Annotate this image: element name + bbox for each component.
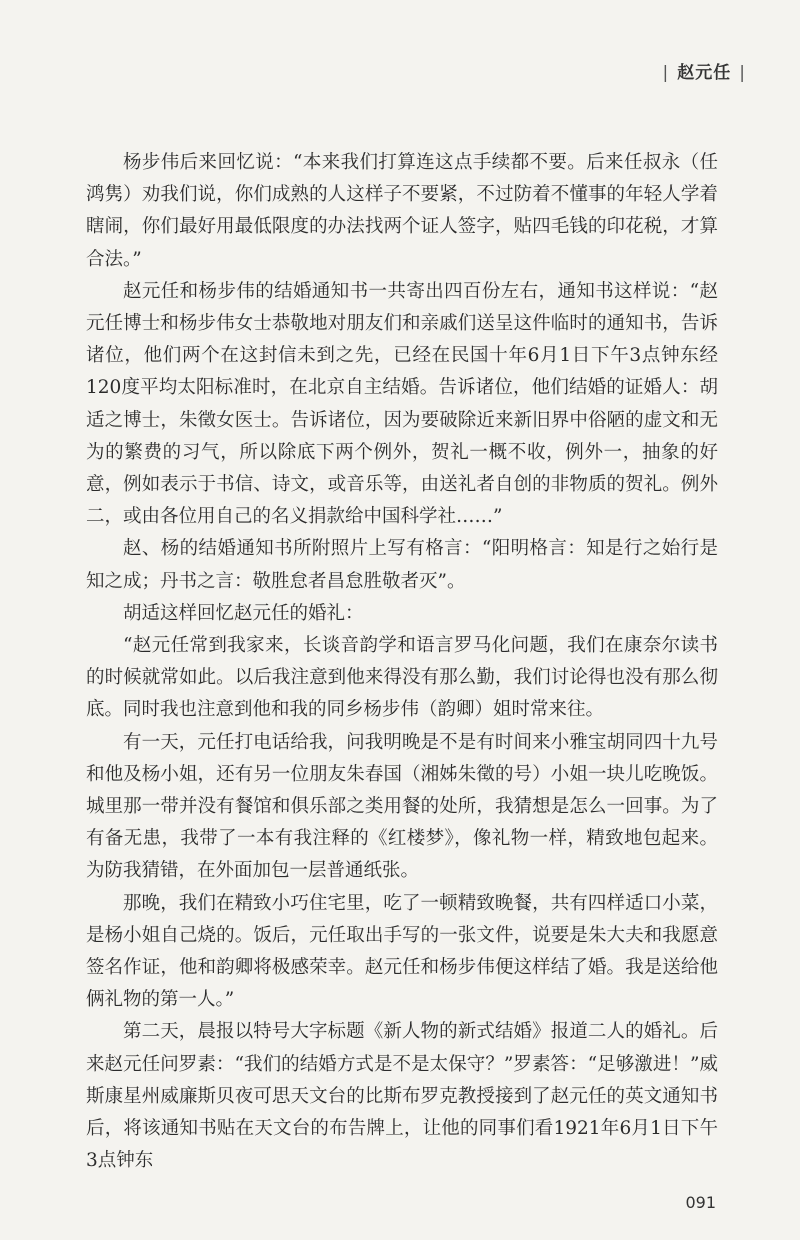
page-number: 091 xyxy=(685,1193,716,1212)
paragraph: 有一天，元任打电话给我，问我明晚是不是有时间来小雅宝胡同四十九号和他及杨小姐，还有另一位朋友朱春国（湘姊朱徵的号）小姐一块儿吃晚饭。城里那一带并没有餐馆和俱乐部之类用餐的处所，我猜想是怎么一回事。为了有备无患，我带了一本有我注释的《红楼梦》，像礼物一样，精致地包起来。为防我猜错，在外面加包一层普通纸张。 xyxy=(86,731,718,882)
header-divider-left: | xyxy=(662,63,670,83)
paragraph: “赵元任常到我家来，长谈音韵学和语言罗马化问题，我们在康奈尔读书的时候就常如此。以后我注意到他来得没有那么勤，我们讨论得也没有那么彻底。同时我也注意到他和我的同乡杨步伟（韵卿）姐时常来往。 xyxy=(86,635,718,721)
header-title: 赵元任 xyxy=(677,63,732,83)
paragraph: 胡适这样回忆赵元任的婚礼： xyxy=(123,602,364,624)
paragraph: 第二天，晨报以特号大字标题《新人物的新式结婚》报道二人的婚礼。后来赵元任问罗素：“我们的结婚方式是不是太保守？”罗素答：“足够激进！”威斯康星州威廉斯贝夜可思天文台的比斯布罗克教授接到了赵元任的英文通知书后，将该通知书贴在天文台的布告牌上，让他的同事们看1921年6月1日下午3点钟东 xyxy=(86,1021,718,1172)
body-text xyxy=(86,147,718,1178)
paragraph: 杨步伟后来回忆说：“本来我们打算连这点手续都不要。后来任叔永（任鸿隽）劝我们说，你们成熟的人这样子不要紧，不过防着不懂事的年轻人学着瞎闹，你们最好用最低限度的办法找两个证人签字，贴四毛钱的印花税，才算合法。” xyxy=(86,152,718,270)
header-divider-right: | xyxy=(739,63,746,83)
paragraph: 赵元任和杨步伟的结婚通知书一共寄出四百份左右，通知书这样说：“赵元任博士和杨步伟女士恭敬地对朋友们和亲戚们送呈这件临时的通知书，告诉诸位，他们两个在这封信未到之先，已经在民国十年6月1日下午3点钟东经120度平均太阳标准时，在北京自主结婚。告诉诸位，他们结婚的证婚人：胡适之博士，朱徵女医士。告诉诸位，因为要破除近来新旧界中俗陋的虚文和无为的繁费的习气，所以除底下两个例外，贺礼一概不收，例外一，抽象的好意，例如表示于书信、诗文，或音乐等，由送礼者自创的非物质的贺礼。例外二，或由各位用自己的名义捐款给中国科学社……” xyxy=(86,280,718,528)
paragraph: 赵、杨的结婚通知书所附照片上写有格言：“阳明格言：知是行之始行是知之成；丹书之言：敬胜怠者昌怠胜敬者灭”。 xyxy=(86,538,718,592)
running-header xyxy=(655,58,754,83)
paragraph: 那晚，我们在精致小巧住宅里，吃了一顿精致晚餐，共有四样适口小菜，是杨小姐自己烧的。饭后，元任取出手写的一张文件，说要是朱大夫和我愿意签名作证，他和韵卿将极感荣幸。赵元任和杨步伟便这样结了婚。我是送给他俩礼物的第一人。” xyxy=(86,892,718,1011)
